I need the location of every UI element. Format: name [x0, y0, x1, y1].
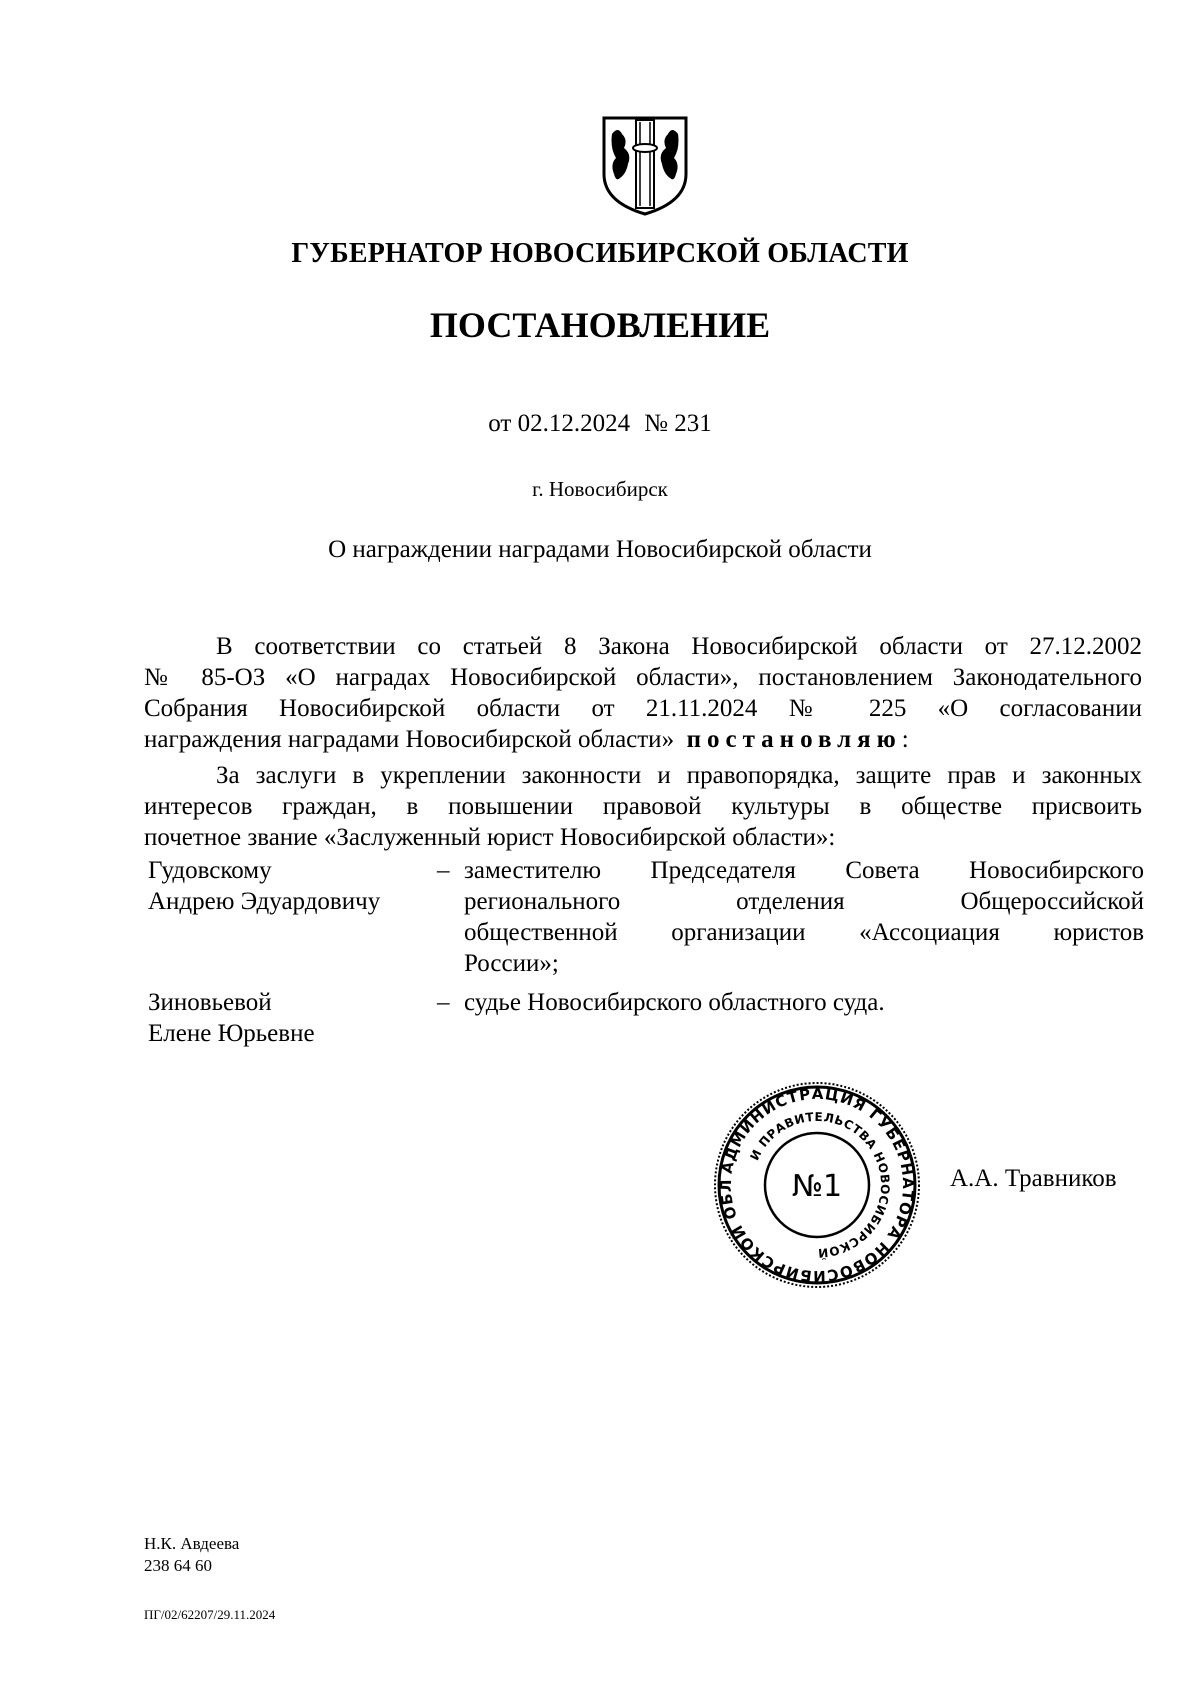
executor-phone: 238 64 60: [144, 1556, 212, 1575]
document-type: ПОСТАНОВЛЕНИЕ: [429, 305, 771, 345]
awardee-position: [464, 855, 1144, 979]
awardee-surname: Гудовскому: [148, 857, 272, 884]
city: г. Новосибирск: [532, 477, 668, 501]
position-line: регионального отделения Общероссийской: [464, 888, 1144, 915]
award-paragraph: [144, 760, 1142, 853]
seal-outer-text: АДМИНИСТРАЦИЯ ГУБЕРНАТОРА НОВОСИБИРСКОЙ ОБЛ: [716, 1084, 918, 1286]
executor-block: [144, 1533, 239, 1577]
awardee-surname: Зиновьевой: [148, 989, 272, 1016]
decree-word: постановляю: [686, 726, 902, 753]
document-subject: О награждении наградами Новосибирской области: [328, 536, 872, 563]
document-reference: ПГ/02/62207/29.11.2024: [144, 1607, 276, 1622]
paragraph-line: № 85-ОЗ «О наградах Новосибирской области», постановлением Законодательного: [144, 664, 1142, 691]
preamble-paragraph: [144, 631, 1142, 755]
awardee-name: [148, 987, 438, 1049]
executor-name: Н.К. Авдеева: [144, 1534, 240, 1553]
dash: –: [437, 989, 450, 1016]
position-line: заместителю Председателя Совета Новосибирского: [464, 857, 1144, 884]
position-line: судье Новосибирского областного суда.: [464, 989, 885, 1016]
signer-name: А.А. Травников: [950, 1165, 1117, 1192]
issuing-authority: ГУБЕРНАТОР НОВОСИБИРСКОЙ ОБЛАСТИ: [291, 238, 909, 269]
document-number: № 231: [644, 410, 712, 437]
paragraph-line: За заслуги в укреплении законности и правопорядка, защите прав и законных: [216, 762, 1142, 789]
paragraph-line: Собрания Новосибирской области от 21.11.2024 № 225 «О согласовании: [144, 695, 1142, 722]
awardee-position: [464, 987, 1144, 1018]
seal-number: №1: [791, 1169, 843, 1204]
paragraph-line-text: награждения наградами Новосибирской области»: [144, 726, 675, 753]
awardee-given-names: Елене Юрьевне: [148, 1020, 315, 1047]
coat-of-arms-icon: [600, 114, 690, 218]
position-line: России»;: [464, 950, 559, 977]
date-number-line: [0, 410, 1200, 438]
paragraph-line: [144, 724, 1142, 755]
awardee-given-names: Андрею Эдуардовичу: [148, 888, 381, 915]
paragraph-line: В соответствии со статьей 8 Закона Новосибирской области от 27.12.2002: [216, 633, 1142, 660]
document-date: от 02.12.2024: [488, 410, 631, 437]
official-seal: [712, 1080, 922, 1290]
paragraph-colon: :: [901, 726, 909, 753]
dash: –: [437, 857, 450, 884]
paragraph-line: интересов граждан, в повышении правовой культуры в обществе присвоить: [144, 793, 1142, 820]
position-line: общественной организации «Ассоциация юристов: [464, 919, 1144, 946]
awardee-name: [148, 855, 438, 917]
seal-inner-text: И ПРАВИТЕЛЬСТВА НОВОСИБИРСКОЙ: [747, 1109, 893, 1261]
paragraph-line: почетное звание «Заслуженный юрист Новосибирской области»:: [144, 824, 836, 851]
